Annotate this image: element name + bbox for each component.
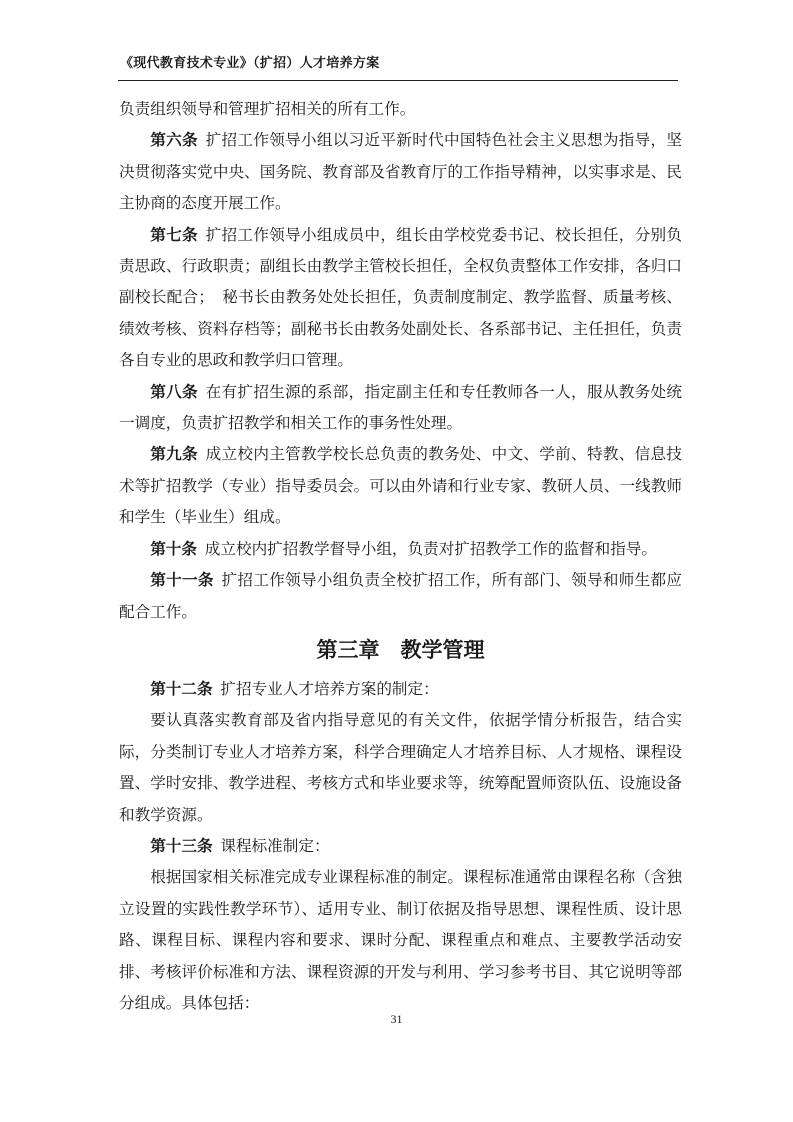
article-10-text: 成立校内扩招教学督导小组，负责对扩招教学工作的监督和指导。 — [204, 539, 658, 558]
article-11-label: 第十一条 — [150, 571, 214, 590]
article-12-paragraph: 要认真落实教育部及省内指导意见的有关文件，依据学情分析报告，结合实际，分类制订专业人才培养方案，科学合理确定人才培养目标、人才规格、课程设置、学时安排、教学进程、考核方式和毕业要求等，统筹配置师资队伍、设施设备和教学资源。 — [119, 711, 682, 824]
running-header: 《现代教育技术专业》（扩招）人才培养方案 — [120, 56, 380, 71]
chapter-heading: 第三章 教学管理 — [316, 637, 485, 662]
article-13-text: 课程标准制定： — [220, 836, 330, 855]
article-7-label: 第七条 — [150, 225, 198, 244]
article-8 — [119, 377, 682, 440]
article-8-label: 第八条 — [150, 382, 198, 401]
article-9 — [119, 439, 682, 533]
page-number: 31 — [390, 1012, 403, 1026]
article-13 — [119, 831, 682, 862]
document-body — [119, 94, 682, 1019]
article-12-label: 第十二条 — [150, 679, 213, 698]
header-rule — [118, 80, 678, 81]
article-9-text: 成立校内主管教学校长总负责的教务处、中文、学前、特教、信息技术等扩招教学（专业）指导委员会。可以由外请和行业专家、教研人员、一线教师和学生（毕业生）组成。 — [119, 445, 682, 527]
article-11-text: 扩招工作领导小组负责全校扩招工作，所有部门、领导和师生都应配合工作。 — [119, 571, 682, 621]
article-6-text: 扩招工作领导小组以习近平新时代中国特色社会主义思想为指导，坚决贯彻落实党中央、国务院、教育部及省教育厅的工作指导精神，以实事求是、民主协商的态度开展工作。 — [119, 131, 682, 213]
article-13-paragraph: 根据国家相关标准完成专业课程标准的制定。课程标准通常由课程名称（含独立设置的实践性教学环节）、适用专业、制订依据及指导思想、课程性质、设计思路、课程目标、课程内容和要求、课时分配、课程重点和难点、主要教学活动安排、考核评价标准和方法、课程资源的开发与利用、学习参考书目、其它说明等部分组成。具体包括： — [119, 868, 682, 1012]
article-12-text: 扩招专业人才培养方案的制定： — [220, 679, 439, 698]
article-11 — [119, 565, 682, 628]
article-9-label: 第九条 — [150, 445, 198, 464]
article-12 — [119, 674, 682, 705]
continuation-paragraph: 负责组织领导和管理扩招相关的所有工作。 — [119, 100, 416, 118]
article-6 — [119, 125, 682, 219]
article-7-text: 扩招工作领导小组成员中，组长由学校党委书记、校长担任，分别负责思政、行政职责；副组长由教学主管校长担任，全权负责整体工作安排，各归口副校长配合； 秘书长由教务处处长担任，负责制度制定、教学监督、质量考核、绩效考核、资料存档等；副秘书长由教务处副处长、各系部书记、主任担任，负责各自专业的思政和教学归口管理。 — [119, 225, 682, 370]
article-13-label: 第十三条 — [150, 836, 213, 855]
article-10-label: 第十条 — [150, 539, 197, 558]
article-6-label: 第六条 — [150, 131, 198, 150]
article-10 — [119, 534, 682, 565]
article-7 — [119, 220, 682, 377]
article-8-text: 在有扩招生源的系部，指定副主任和专任教师各一人，服从教务处统一调度，负责扩招教学和相关工作的事务性处理。 — [119, 382, 682, 433]
